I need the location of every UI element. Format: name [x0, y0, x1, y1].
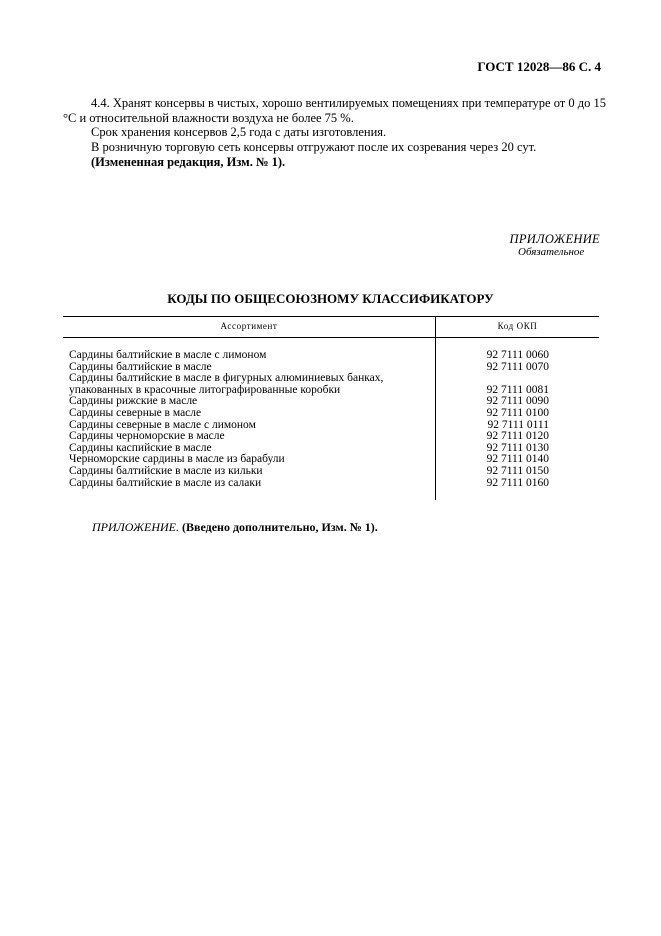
row-code: 92 7111 0081	[486, 383, 549, 396]
table-row	[63, 431, 599, 443]
row-code: 92 7111 0070	[486, 360, 549, 373]
header-assortment: Ассортимент	[220, 321, 278, 331]
table-row	[63, 408, 599, 420]
row-name: Сардины балтийские в масле из кильки	[69, 464, 263, 477]
appendix-subtitle: Обязательное	[518, 246, 585, 258]
row-code: 92 7111 0100	[486, 406, 549, 419]
row-code: 92 7111 0140	[486, 453, 549, 466]
row-name: Сардины балтийские в масле	[69, 360, 212, 373]
table-body	[63, 350, 599, 489]
paragraph-storage: 4.4. Хранят консервы в чистых, хорошо вентилируемых помещениях при температуре от 0 до 15 °С и относительной влажности воздуха не более 75 %.	[63, 96, 606, 125]
row-code: 92 7111 0160	[486, 476, 549, 489]
row-code: 92 7111 0111	[487, 418, 549, 431]
row-code: 92 7111 0150	[486, 464, 549, 477]
row-name: Сардины рижские в масле	[69, 395, 198, 408]
footer-amendment: (Введено дополнительно, Изм. № 1).	[181, 520, 378, 534]
table-row	[63, 350, 599, 362]
row-code: 92 7111 0120	[486, 430, 549, 443]
table-title: КОДЫ ПО ОБЩЕСОЮЗНОМУ КЛАССИФИКАТОРУ	[167, 291, 494, 306]
footer-appendix: ПРИЛОЖЕНИЕ.	[92, 520, 179, 534]
row-code: 92 7111 0060	[486, 349, 549, 361]
paragraph-shelf-life: Срок хранения консервов 2,5 года с даты изготовления.	[91, 125, 387, 139]
table-row	[63, 373, 599, 396]
row-name: Сардины балтийские в масле в фигурных алюминиевых банках, упакованных в красочные литографированные коробки	[69, 372, 384, 396]
table-top-rule	[63, 316, 599, 317]
row-name: Сардины балтийские в масле с лимоном	[69, 349, 267, 361]
paragraph-amendment: (Измененная редакция, Изм. № 1).	[91, 155, 286, 169]
table-row	[63, 466, 599, 478]
row-code: 92 7111 0090	[486, 395, 549, 408]
row-name: Сардины каспийские в масле	[69, 441, 212, 454]
row-name: Сардины северные в масле с лимоном	[69, 418, 256, 431]
row-name: Черноморские сардины в масле из барабули	[69, 453, 285, 466]
row-name: Сардины балтийские в масле из салаки	[69, 476, 262, 489]
page-header: ГОСТ 12028—86 С. 4	[477, 59, 601, 74]
header-okp-code: Код ОКП	[497, 321, 538, 331]
row-code: 92 7111 0130	[486, 441, 549, 454]
footer-note	[92, 520, 378, 535]
appendix-title: ПРИЛОЖЕНИЕ	[509, 232, 600, 246]
table-header-rule	[63, 337, 599, 338]
table-row	[63, 478, 599, 490]
codes-table	[63, 316, 599, 500]
paragraph-shipping: В розничную торговую сеть консервы отгружают после их созревания через 20 сут.	[91, 140, 537, 154]
row-name: Сардины северные в масле	[69, 406, 202, 419]
row-name: Сардины черноморские в масле	[69, 430, 225, 443]
